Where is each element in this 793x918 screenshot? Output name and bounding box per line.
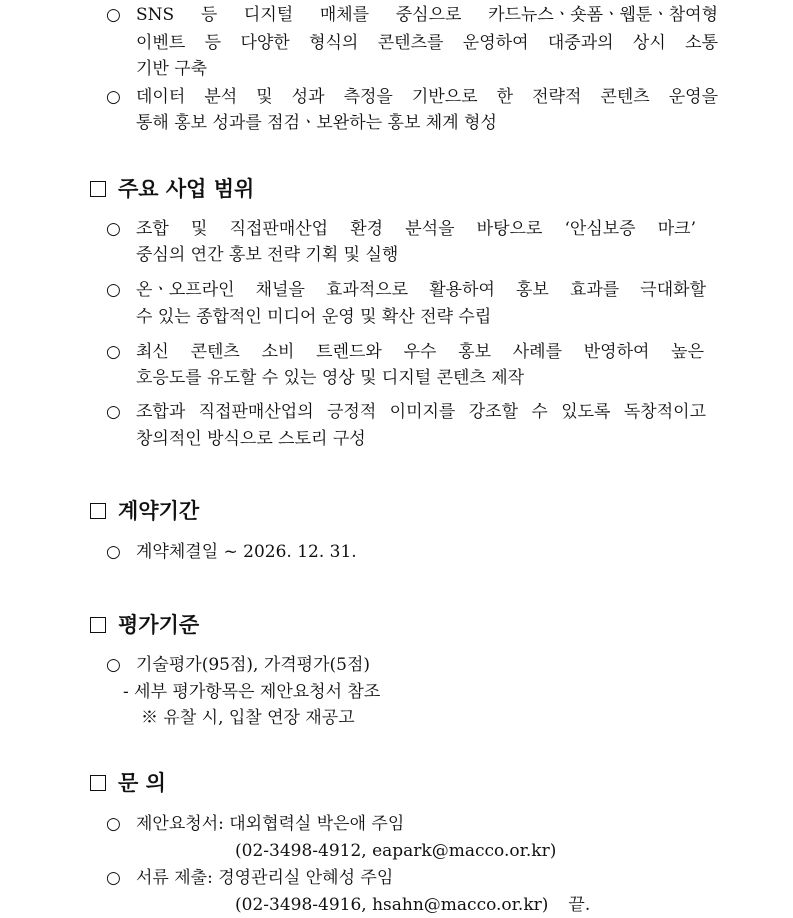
contact-item-2-text: 서류 제출: 경영관리실 안혜성 주임 [136, 868, 394, 888]
criteria-item-1-text: 기술평가(95점), 가격평가(5점) [136, 655, 371, 675]
period-item-1-text: 계약체결일 ~ 2026. 12. 31. [136, 542, 357, 562]
criteria-note: ※ 유찰 시, 입찰 연장 재공고 [141, 708, 355, 728]
scope-title: 주요 사업 범위 [118, 177, 255, 201]
scope-item-1-text-1: 조합 및 직접판매산업 환경 분석을 바탕으로 ‘안심보증 마크’ [136, 219, 696, 239]
criteria-title: 평가기준 [118, 613, 200, 637]
scope-item-3-line-1 [106, 341, 704, 363]
contact-item-1 [106, 813, 404, 835]
scope-item-4-text-1: 조합과 직접판매산업의 긍정적 이미지를 강조할 수 있도록 독창적이고 [136, 402, 706, 422]
intro-item-1-text-1: SNS 등 디지털 매체를 중심으로 카드뉴스ㆍ숏폼ㆍ웹툰ㆍ참여형 [136, 5, 718, 25]
criteria-item-1 [106, 654, 370, 676]
contact-item-1-text: 제안요청서: 대외협력실 박은애 주임 [136, 814, 405, 834]
checkbox-square-icon [90, 617, 106, 633]
contact-item-2-detail-text: (02-3498-4916, hsahn@macco.or.kr) [235, 895, 549, 915]
intro-item-1-text-2: 이벤트 등 다양한 형식의 콘텐츠를 운영하여 대중과의 상시 소통 [136, 33, 718, 53]
scope-item-3-text-1: 최신 콘텐츠 소비 트렌드와 우수 홍보 사례를 반영하여 높은 [136, 342, 704, 362]
criteria-sub-item: - 세부 평가항목은 제안요청서 참조 [123, 682, 381, 702]
intro-item-2-line-1 [106, 86, 718, 108]
circle-bullet-icon: ○ [106, 868, 121, 888]
intro-item-2-line-2: 통해 홍보 성과를 점검ㆍ보완하는 홍보 체계 형성 [136, 113, 497, 133]
scope-item-2-text-1: 온ㆍ오프라인 채널을 효과적으로 활용하여 홍보 효과를 극대화할 [136, 280, 706, 300]
scope-item-1-line-1 [106, 218, 696, 240]
scope-item-1-line-2: 중심의 연간 홍보 전략 기획 및 실행 [136, 245, 399, 265]
scope-item-3-line-2: 호응도를 유도할 수 있는 영상 및 디지털 콘텐츠 제작 [136, 368, 525, 388]
scope-item-4-line-1 [106, 401, 706, 423]
criteria-heading [90, 612, 199, 638]
period-heading [90, 498, 199, 524]
scope-item-4-line-2: 창의적인 방식으로 스토리 구성 [136, 429, 366, 449]
circle-bullet-icon: ○ [106, 402, 121, 422]
contact-item-2 [106, 867, 393, 889]
contact-item-1-detail: (02-3498-4912, eapark@macco.or.kr) [235, 841, 557, 861]
circle-bullet-icon: ○ [106, 814, 121, 834]
checkbox-square-icon [90, 775, 106, 791]
scope-heading [90, 176, 254, 202]
intro-item-2-text-1: 데이터 분석 및 성과 측정을 기반으로 한 전략적 콘텐츠 운영을 [136, 87, 718, 107]
period-title: 계약기간 [118, 499, 200, 523]
intro-item-1-line-3: 기반 구축 [136, 59, 208, 79]
circle-bullet-icon: ○ [106, 87, 121, 107]
circle-bullet-icon: ○ [106, 542, 121, 562]
intro-item-1-line-2 [136, 32, 718, 54]
contact-title: 문 의 [118, 771, 166, 795]
contact-item-2-detail [235, 894, 590, 916]
end-mark: 끝. [568, 895, 591, 915]
circle-bullet-icon: ○ [106, 280, 121, 300]
circle-bullet-icon: ○ [106, 655, 121, 675]
contact-heading [90, 770, 166, 796]
circle-bullet-icon: ○ [106, 5, 121, 25]
circle-bullet-icon: ○ [106, 342, 121, 362]
checkbox-square-icon [90, 503, 106, 519]
period-item-1 [106, 541, 357, 563]
circle-bullet-icon: ○ [106, 219, 121, 239]
checkbox-square-icon [90, 181, 106, 197]
intro-item-1-line-1 [106, 4, 718, 26]
scope-item-2-line-2: 수 있는 종합적인 미디어 운영 및 확산 전략 수립 [136, 307, 492, 327]
scope-item-2-line-1 [106, 279, 706, 301]
